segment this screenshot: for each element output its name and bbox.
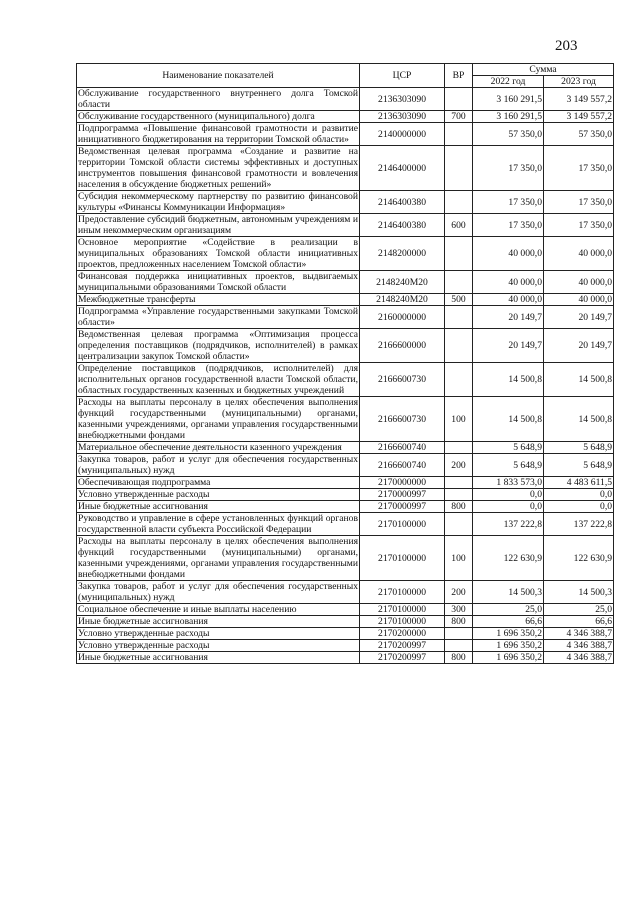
row-value-2023: 14 500,3 (544, 581, 614, 604)
row-value-2023: 4 346 388,7 (544, 640, 614, 652)
row-vr (445, 640, 473, 652)
table-row (77, 294, 614, 306)
row-value-2022: 1 696 350,2 (473, 640, 544, 652)
row-csr: 2170100000 (360, 616, 445, 628)
table-row (77, 363, 614, 397)
row-value-2022: 25,0 (473, 604, 544, 616)
row-value-2022: 5 648,9 (473, 442, 544, 454)
table-row (77, 513, 614, 536)
row-vr (445, 363, 473, 397)
table-row (77, 237, 614, 271)
row-value-2023: 17 350,0 (544, 146, 614, 191)
row-csr: 2170100000 (360, 604, 445, 616)
header-vr: ВР (445, 64, 473, 88)
row-csr: 2136303090 (360, 111, 445, 123)
row-value-2023: 137 222,8 (544, 513, 614, 536)
row-csr: 2146400380 (360, 214, 445, 237)
row-value-2022: 122 630,9 (473, 536, 544, 581)
table-row (77, 628, 614, 640)
row-value-2023: 0,0 (544, 501, 614, 513)
row-name: Основное мероприятие «Содействие в реализации в муниципальных образованиях Томской области инициативных проектов, предложенных населением Томской области» (78, 237, 358, 270)
row-value-2023: 4 346 388,7 (544, 652, 614, 664)
header-sum: Сумма (473, 64, 614, 76)
table-header (77, 64, 614, 88)
row-value-2022: 1 696 350,2 (473, 652, 544, 664)
row-vr (445, 489, 473, 501)
row-value-2022: 1 833 573,0 (473, 477, 544, 489)
row-value-2023: 14 500,8 (544, 397, 614, 442)
row-value-2022: 14 500,8 (473, 397, 544, 442)
row-value-2023: 4 346 388,7 (544, 628, 614, 640)
row-value-2023: 20 149,7 (544, 306, 614, 329)
row-name: Финансовая поддержка инициативных проектов, выдвигаемых муниципальными образованиями Томской области (78, 271, 358, 293)
row-value-2022: 0,0 (473, 501, 544, 513)
page-number: 203 (555, 38, 578, 54)
row-vr: 200 (445, 454, 473, 477)
header-name: Наименование показателей (77, 64, 360, 88)
row-value-2022: 40 000,0 (473, 271, 544, 294)
row-name: Расходы на выплаты персоналу в целях обеспечения выполнения функций государственными (муниципальными) органами, казенными учреждениями, органами управления государственными внебюджетными фондами (78, 536, 358, 580)
row-value-2023: 40 000,0 (544, 237, 614, 271)
table-row (77, 477, 614, 489)
table-row (77, 329, 614, 363)
budget-table (76, 63, 614, 664)
row-name: Субсидия некоммерческому партнерству по развитию финансовой культуры «Финансы Коммуникации Информация» (78, 191, 358, 213)
row-name: Закупка товаров, работ и услуг для обеспечения государственных (муниципальных) нужд (78, 454, 358, 476)
row-name: Условно утвержденные расходы (77, 640, 360, 652)
row-value-2023: 4 483 611,5 (544, 477, 614, 489)
row-value-2023: 25,0 (544, 604, 614, 616)
table-row (77, 581, 614, 604)
row-value-2022: 40 000,0 (473, 294, 544, 306)
row-vr (445, 628, 473, 640)
row-csr: 2170200000 (360, 628, 445, 640)
row-csr: 2166600000 (360, 329, 445, 363)
row-csr: 2170100000 (360, 581, 445, 604)
table-row (77, 111, 614, 123)
row-vr: 800 (445, 501, 473, 513)
row-value-2022: 17 350,0 (473, 214, 544, 237)
row-name: Расходы на выплаты персоналу в целях обеспечения выполнения функций государственными (муниципальными) органами, казенными учреждениями, органами управления государственными внебюджетными фондами (78, 397, 358, 441)
table-row (77, 88, 614, 111)
table-row (77, 454, 614, 477)
row-csr: 2148200000 (360, 237, 445, 271)
row-vr: 700 (445, 111, 473, 123)
row-vr (445, 146, 473, 191)
row-value-2022: 17 350,0 (473, 146, 544, 191)
row-name: Условно утвержденные расходы (77, 628, 360, 640)
table-row (77, 604, 614, 616)
row-name: Подпрограмма «Повышение финансовой грамотности и развитие инициативного бюджетирования на территории Томской области» (78, 123, 358, 145)
row-value-2022: 17 350,0 (473, 191, 544, 214)
row-value-2022: 14 500,3 (473, 581, 544, 604)
row-vr: 800 (445, 652, 473, 664)
row-csr: 2170000000 (360, 477, 445, 489)
row-name: Межбюджетные трансферты (77, 294, 360, 306)
row-name: Ведомственная целевая программа «Создание и развитие на территории Томской области системы эффективных и доступных инструментов повышения финансовой грамотности и вовлечения населения в обсуждение бюджетных решений» (78, 146, 358, 190)
row-name: Обслуживание государственного (муниципального) долга (77, 111, 360, 123)
table-row (77, 501, 614, 513)
row-value-2023: 3 149 557,2 (544, 111, 614, 123)
row-csr: 2140000000 (360, 123, 445, 146)
row-vr: 800 (445, 616, 473, 628)
row-name: Определение поставщиков (подрядчиков, исполнителей) для исполнительных органов государственной власти Томской области, областных государственных казенных и бюджетных учреждений (78, 363, 358, 396)
row-value-2022: 5 648,9 (473, 454, 544, 477)
row-name: Иные бюджетные ассигнования (77, 616, 360, 628)
table-row (77, 536, 614, 581)
row-csr: 2170200997 (360, 640, 445, 652)
row-vr (445, 123, 473, 146)
row-value-2022: 66,6 (473, 616, 544, 628)
row-csr: 2160000000 (360, 306, 445, 329)
table-row (77, 123, 614, 146)
row-vr: 100 (445, 397, 473, 442)
row-csr: 2170100000 (360, 513, 445, 536)
row-name: Руководство и управление в сфере установленных функций органов государственной власти субъекта Российской Федерации (78, 513, 358, 535)
row-csr: 2166600740 (360, 442, 445, 454)
row-value-2023: 17 350,0 (544, 191, 614, 214)
row-name: Иные бюджетные ассигнования (77, 652, 360, 664)
row-name: Подпрограмма «Управление государственными закупками Томской области» (78, 306, 358, 328)
row-value-2022: 137 222,8 (473, 513, 544, 536)
row-name: Условно утвержденные расходы (77, 489, 360, 501)
row-value-2023: 20 149,7 (544, 329, 614, 363)
row-vr: 600 (445, 214, 473, 237)
row-value-2022: 57 350,0 (473, 123, 544, 146)
row-vr (445, 477, 473, 489)
row-csr: 2148240M20 (360, 294, 445, 306)
row-csr: 2136303090 (360, 88, 445, 111)
row-value-2022: 40 000,0 (473, 237, 544, 271)
row-name: Обслуживание государственного внутреннего долга Томской области (78, 88, 358, 110)
row-name: Иные бюджетные ассигнования (77, 501, 360, 513)
row-csr: 2170200997 (360, 652, 445, 664)
row-value-2022: 1 696 350,2 (473, 628, 544, 640)
table-row (77, 640, 614, 652)
header-year-2023: 2023 год (544, 76, 614, 88)
row-vr: 300 (445, 604, 473, 616)
row-name: Социальное обеспечение и иные выплаты населению (77, 604, 360, 616)
row-value-2023: 0,0 (544, 489, 614, 501)
row-value-2022: 3 160 291,5 (473, 111, 544, 123)
row-value-2023: 66,6 (544, 616, 614, 628)
row-csr: 2148240M20 (360, 271, 445, 294)
row-name: Закупка товаров, работ и услуг для обеспечения государственных (муниципальных) нужд (78, 581, 358, 603)
header-csr: ЦСР (360, 64, 445, 88)
row-vr (445, 88, 473, 111)
row-value-2022: 14 500,8 (473, 363, 544, 397)
row-csr: 2166600740 (360, 454, 445, 477)
table-row (77, 442, 614, 454)
row-vr (445, 442, 473, 454)
row-value-2023: 5 648,9 (544, 454, 614, 477)
row-value-2023: 5 648,9 (544, 442, 614, 454)
table-row (77, 214, 614, 237)
table-row (77, 397, 614, 442)
row-vr: 500 (445, 294, 473, 306)
row-vr (445, 513, 473, 536)
table-row (77, 271, 614, 294)
row-value-2022: 20 149,7 (473, 329, 544, 363)
table-row (77, 146, 614, 191)
row-csr: 2166600730 (360, 363, 445, 397)
table-row (77, 616, 614, 628)
table-row (77, 191, 614, 214)
header-year-2022: 2022 год (473, 76, 544, 88)
row-vr (445, 271, 473, 294)
row-value-2023: 57 350,0 (544, 123, 614, 146)
row-vr (445, 306, 473, 329)
row-value-2023: 14 500,8 (544, 363, 614, 397)
row-value-2023: 17 350,0 (544, 214, 614, 237)
row-vr (445, 191, 473, 214)
row-vr (445, 237, 473, 271)
table-row (77, 652, 614, 664)
row-value-2022: 3 160 291,5 (473, 88, 544, 111)
row-csr: 2170100000 (360, 536, 445, 581)
row-csr: 2146400380 (360, 191, 445, 214)
row-value-2023: 40 000,0 (544, 271, 614, 294)
row-vr: 100 (445, 536, 473, 581)
row-value-2023: 40 000,0 (544, 294, 614, 306)
row-value-2023: 3 149 557,2 (544, 88, 614, 111)
row-value-2022: 0,0 (473, 489, 544, 501)
row-name: Предоставление субсидий бюджетным, автономным учреждениям и иным некоммерческим организациям (78, 214, 358, 236)
row-vr: 200 (445, 581, 473, 604)
row-csr: 2170000997 (360, 501, 445, 513)
row-value-2022: 20 149,7 (473, 306, 544, 329)
row-csr: 2166600730 (360, 397, 445, 442)
row-name: Обеспечивающая подпрограмма (77, 477, 360, 489)
row-value-2023: 122 630,9 (544, 536, 614, 581)
row-name: Материальное обеспечение деятельности казенного учреждения (77, 442, 360, 454)
row-name: Ведомственная целевая программа «Оптимизация процесса определения поставщиков (подрядчиков, исполнителей) в рамках централизации закупок Томской области» (78, 329, 358, 362)
row-csr: 2146400000 (360, 146, 445, 191)
row-vr (445, 329, 473, 363)
table-body (77, 88, 614, 664)
table-row (77, 306, 614, 329)
table-row (77, 489, 614, 501)
row-csr: 2170000997 (360, 489, 445, 501)
